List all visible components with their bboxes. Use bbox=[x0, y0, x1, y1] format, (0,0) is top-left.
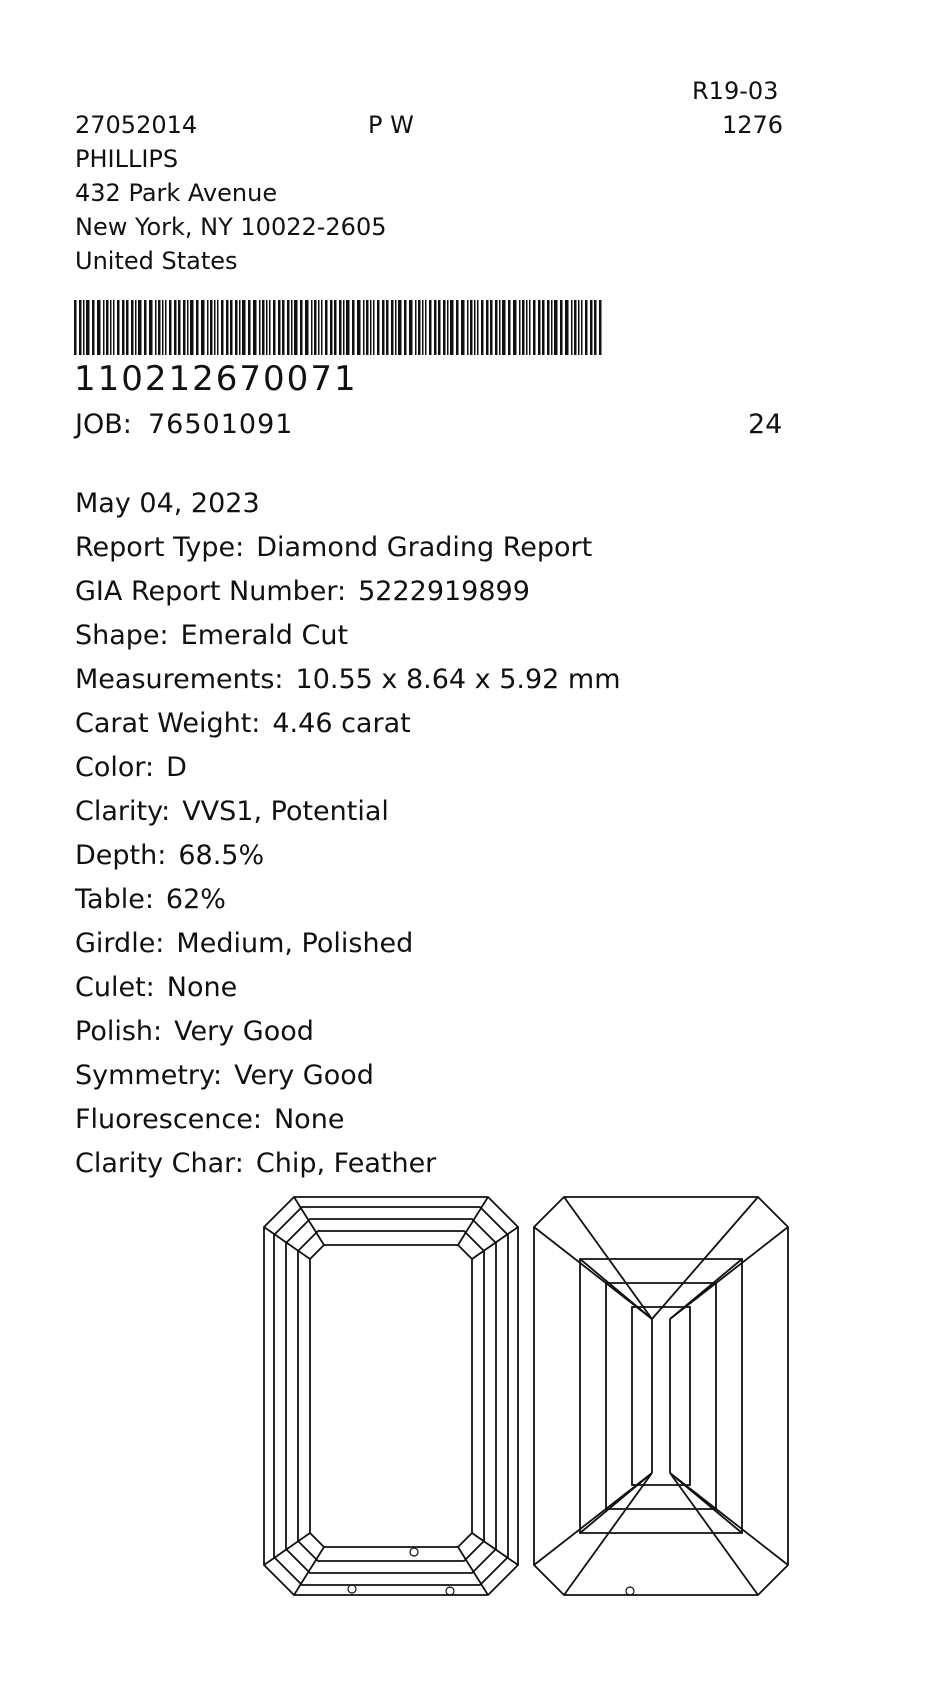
barcode-bar bbox=[542, 300, 545, 355]
barcode-bar bbox=[590, 300, 593, 355]
barcode-bar bbox=[456, 300, 459, 355]
pavilion-step-1 bbox=[580, 1259, 742, 1533]
detail-value: None bbox=[273, 1104, 345, 1135]
pavilion-facet-line bbox=[670, 1473, 758, 1595]
inclusion-mark bbox=[348, 1585, 356, 1593]
crown-step-2 bbox=[286, 1219, 496, 1573]
detail-label: Clarity Char: bbox=[75, 1148, 244, 1179]
barcode-bar bbox=[529, 300, 531, 355]
detail-row bbox=[75, 922, 621, 966]
barcode-bar bbox=[486, 300, 489, 355]
barcode-bar bbox=[144, 300, 147, 355]
crown-corner-line bbox=[472, 1227, 518, 1259]
barcode-bar bbox=[117, 300, 120, 355]
barcode-bar bbox=[554, 300, 558, 355]
barcode-bar bbox=[429, 300, 432, 355]
barcode-bar bbox=[581, 300, 583, 355]
detail-value: Very Good bbox=[234, 1060, 374, 1091]
barcode-bar bbox=[560, 300, 563, 355]
barcode-bar bbox=[395, 300, 397, 355]
crown-corner-line bbox=[294, 1547, 324, 1595]
pavilion-step-2 bbox=[606, 1283, 716, 1509]
barcode-bar bbox=[357, 300, 361, 355]
barcode-bar bbox=[434, 300, 437, 355]
detail-label: Polish: bbox=[75, 1016, 163, 1047]
barcode-bar bbox=[174, 300, 177, 355]
barcode-bar bbox=[311, 300, 313, 355]
detail-row bbox=[75, 526, 621, 570]
barcode-bar bbox=[165, 300, 167, 355]
barcode-bar bbox=[158, 300, 161, 355]
barcode-bar bbox=[217, 300, 219, 355]
pavilion-step-3 bbox=[632, 1307, 690, 1485]
barcode-bar bbox=[106, 300, 109, 355]
barcode-bar bbox=[221, 300, 224, 355]
barcode-bar bbox=[443, 300, 446, 355]
barcode-bar bbox=[594, 300, 597, 355]
crown-corner-line bbox=[472, 1533, 518, 1565]
barcode-bar bbox=[210, 300, 213, 355]
street-address: 432 Park Avenue bbox=[75, 179, 278, 207]
barcode-bar bbox=[214, 300, 216, 355]
detail-row bbox=[75, 570, 621, 614]
detail-value: 68.5% bbox=[178, 840, 265, 871]
barcode-bar bbox=[325, 300, 328, 355]
country: United States bbox=[75, 247, 238, 275]
barcode-bar bbox=[343, 300, 345, 355]
barcode-bar bbox=[126, 300, 129, 355]
detail-label: Symmetry: bbox=[75, 1060, 223, 1091]
crown-corner-line bbox=[264, 1227, 310, 1259]
detail-row bbox=[75, 658, 621, 702]
barcode-bar bbox=[282, 300, 285, 355]
detail-row bbox=[75, 1098, 621, 1142]
inclusion-mark bbox=[626, 1587, 634, 1595]
pavilion-facet-line bbox=[670, 1259, 742, 1319]
barcode-bar bbox=[178, 300, 181, 355]
barcode-bar bbox=[363, 300, 365, 355]
report-details bbox=[75, 482, 621, 1186]
pavilion-facet-line bbox=[564, 1473, 652, 1595]
initials: P W bbox=[368, 111, 414, 139]
job-label: JOB: bbox=[75, 409, 132, 440]
barcode-bar bbox=[110, 300, 112, 355]
detail-row bbox=[75, 746, 621, 790]
detail-label: Depth: bbox=[75, 840, 167, 871]
barcode-bar bbox=[230, 300, 233, 355]
barcode-bar bbox=[86, 300, 90, 355]
barcode-bar bbox=[339, 300, 342, 355]
barcode-bar bbox=[499, 300, 501, 355]
barcode-bar bbox=[334, 300, 337, 355]
detail-label: Measurements: bbox=[75, 664, 284, 695]
barcode-bar bbox=[269, 300, 271, 355]
barcode-bar bbox=[201, 300, 205, 355]
barcode-bar bbox=[418, 300, 421, 355]
city-address: New York, NY 10022-2605 bbox=[75, 213, 387, 241]
detail-row bbox=[75, 966, 621, 1010]
barcode-bar bbox=[450, 300, 454, 355]
date-code: 27052014 bbox=[75, 111, 198, 139]
barcode-bar bbox=[287, 300, 290, 355]
barcode-bar bbox=[404, 300, 407, 355]
barcode-bar bbox=[538, 300, 541, 355]
barcode-bar bbox=[366, 300, 369, 355]
detail-label: Table: bbox=[75, 884, 154, 915]
barcode-bar bbox=[235, 300, 238, 355]
barcode-bar bbox=[508, 300, 511, 355]
barcode-bar bbox=[138, 300, 142, 355]
inclusion-mark bbox=[410, 1548, 418, 1556]
detail-value: Diamond Grading Report bbox=[256, 532, 593, 563]
detail-label: GIA Report Number: bbox=[75, 576, 347, 607]
detail-label: Culet: bbox=[75, 972, 155, 1003]
barcode-bar bbox=[330, 300, 333, 355]
barcode-bar bbox=[470, 300, 473, 355]
detail-label: Girdle: bbox=[75, 928, 165, 959]
detail-value: VVS1, Potential bbox=[182, 796, 389, 827]
company-name: PHILLIPS bbox=[75, 145, 179, 173]
barcode-bar bbox=[149, 300, 153, 355]
barcode-bar bbox=[300, 300, 303, 355]
detail-value: 10.55 x 8.64 x 5.92 mm bbox=[295, 664, 621, 695]
barcode-number: 110212670071 bbox=[74, 359, 358, 399]
detail-row bbox=[75, 702, 621, 746]
barcode-bar bbox=[373, 300, 375, 355]
detail-value: D bbox=[166, 752, 187, 783]
detail-row bbox=[75, 834, 621, 878]
barcode-bar bbox=[196, 300, 199, 355]
barcode-bar bbox=[391, 300, 394, 355]
detail-row bbox=[75, 790, 621, 834]
barcode-bar bbox=[103, 300, 105, 355]
detail-value: 4.46 carat bbox=[272, 708, 411, 739]
barcode-bar bbox=[321, 300, 323, 355]
detail-value: Emerald Cut bbox=[180, 620, 349, 651]
detail-label: Color: bbox=[75, 752, 155, 783]
crown-step-3 bbox=[298, 1231, 484, 1561]
barcode-bar bbox=[415, 300, 417, 355]
barcode-bar bbox=[571, 300, 573, 355]
barcode-bar bbox=[409, 300, 413, 355]
barcode-bar bbox=[533, 300, 536, 355]
barcode-bar bbox=[318, 300, 320, 355]
right-number: 1276 bbox=[722, 111, 784, 139]
detail-row bbox=[75, 1142, 621, 1186]
barcode-bar bbox=[551, 300, 553, 355]
detail-value: Chip, Feather bbox=[255, 1148, 437, 1179]
barcode-bar bbox=[526, 300, 528, 355]
barcode-bar bbox=[242, 300, 246, 355]
crown-corner-line bbox=[458, 1197, 488, 1245]
barcode-bar bbox=[467, 300, 469, 355]
detail-label: Report Type: bbox=[75, 532, 245, 563]
barcode-bar bbox=[519, 300, 521, 355]
report-code: R19-03 bbox=[692, 77, 779, 105]
detail-row bbox=[75, 1054, 621, 1098]
barcode-bar bbox=[438, 300, 441, 355]
barcode-bar bbox=[585, 300, 588, 355]
barcode-bar bbox=[155, 300, 157, 355]
barcode-bar bbox=[190, 300, 194, 355]
report-date-value: May 04, 2023 bbox=[75, 488, 260, 519]
barcode-bar bbox=[382, 300, 385, 355]
barcode-bar bbox=[425, 300, 427, 355]
detail-value: 5222919899 bbox=[358, 576, 530, 607]
barcode-bar bbox=[183, 300, 186, 355]
crown-table bbox=[310, 1245, 472, 1547]
barcode-bar bbox=[513, 300, 517, 355]
barcode-bar bbox=[207, 300, 209, 355]
barcode-bar bbox=[422, 300, 424, 355]
job-number: 76501091 bbox=[148, 409, 294, 440]
job-count: 24 bbox=[748, 409, 783, 440]
barcode-bar bbox=[135, 300, 137, 355]
barcode-bar bbox=[447, 300, 449, 355]
detail-row bbox=[75, 614, 621, 658]
crown-corner-line bbox=[264, 1533, 310, 1565]
crown-outline bbox=[264, 1197, 518, 1595]
barcode-bar bbox=[248, 300, 251, 355]
report-date bbox=[75, 482, 621, 526]
barcode-bar bbox=[253, 300, 257, 355]
detail-label: Carat Weight: bbox=[75, 708, 261, 739]
inclusion-mark bbox=[446, 1587, 454, 1595]
barcode-bar bbox=[273, 300, 276, 355]
barcode-bar bbox=[187, 300, 189, 355]
barcode-bar bbox=[522, 300, 525, 355]
detail-label: Shape: bbox=[75, 620, 169, 651]
detail-value: 62% bbox=[165, 884, 226, 915]
crown-plot-diagram bbox=[262, 1195, 520, 1597]
barcode-bar bbox=[495, 300, 498, 355]
barcode-bar bbox=[599, 300, 602, 355]
detail-value: Very Good bbox=[174, 1016, 314, 1047]
detail-label: Fluorescence: bbox=[75, 1104, 262, 1135]
crown-corner-line bbox=[294, 1197, 324, 1245]
pavilion-facet-line bbox=[564, 1197, 652, 1319]
barcode-bar bbox=[370, 300, 372, 355]
barcode-bar bbox=[565, 300, 569, 355]
barcode-bar bbox=[239, 300, 241, 355]
barcode-bar bbox=[113, 300, 115, 355]
barcode-bar bbox=[398, 300, 402, 355]
barcode-bar bbox=[377, 300, 380, 355]
barcode-bar bbox=[74, 300, 77, 355]
barcode-bar bbox=[79, 300, 82, 355]
barcode-bar bbox=[226, 300, 229, 355]
barcode-bar bbox=[162, 300, 164, 355]
barcode-bar bbox=[291, 300, 293, 355]
detail-value: None bbox=[166, 972, 238, 1003]
barcode-bar bbox=[502, 300, 506, 355]
barcode-bar bbox=[352, 300, 355, 355]
barcode-bar bbox=[92, 300, 95, 355]
barcode-bar bbox=[266, 300, 268, 355]
pavilion-plot-diagram bbox=[532, 1195, 790, 1597]
barcode-bar bbox=[262, 300, 265, 355]
barcode-image bbox=[74, 300, 606, 355]
barcode-bar bbox=[461, 300, 465, 355]
barcode-bar bbox=[346, 300, 350, 355]
barcode-bar bbox=[259, 300, 261, 355]
barcode-bar bbox=[490, 300, 493, 355]
detail-row bbox=[75, 878, 621, 922]
barcode-bar bbox=[131, 300, 134, 355]
barcode-bar bbox=[386, 300, 389, 355]
barcode-bar bbox=[305, 300, 309, 355]
barcode-bar bbox=[477, 300, 479, 355]
barcode-bar bbox=[474, 300, 476, 355]
barcode-bar bbox=[547, 300, 550, 355]
barcode-bar bbox=[278, 300, 281, 355]
crown-corner-line bbox=[458, 1547, 488, 1595]
barcode-bar bbox=[169, 300, 172, 355]
detail-value: Medium, Polished bbox=[176, 928, 414, 959]
detail-row bbox=[75, 1010, 621, 1054]
barcode-bar bbox=[83, 300, 85, 355]
detail-label: Clarity: bbox=[75, 796, 171, 827]
barcode-bar bbox=[574, 300, 577, 355]
barcode-bar bbox=[294, 300, 298, 355]
barcode-bar bbox=[578, 300, 580, 355]
barcode-bar bbox=[97, 300, 101, 355]
barcode-bar bbox=[481, 300, 484, 355]
barcode-bar bbox=[122, 300, 125, 355]
barcode-bar bbox=[314, 300, 317, 355]
